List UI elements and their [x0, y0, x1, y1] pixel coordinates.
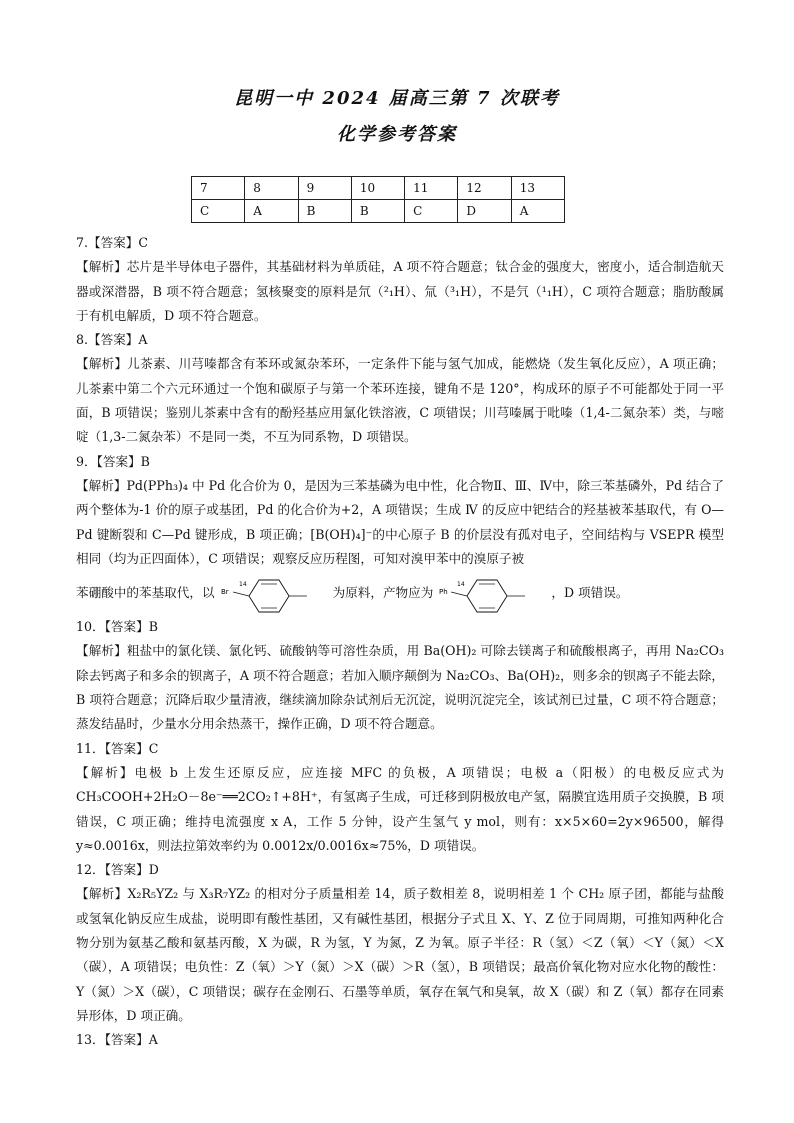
answer-cell: B [298, 200, 351, 223]
q9-analysis-text-c: 为原料，产物应为 [332, 585, 434, 601]
q13-answer: 13．【答案】A [76, 1032, 158, 1048]
isotope-label: 14 [238, 580, 247, 588]
q8-analysis: 【解析】儿茶素、川芎嗪都含有苯环或氮杂苯环，一定条件下能与氢气加成，能燃烧（发生氧化反应），A 项正确；儿茶素中第二个六元环通过一个饱和碳原子与第一个苯环连接，键角不是 120°，构成环的原子不可能都处于同一平面，B 项错误；鉴别儿茶素中含有的酚羟基应用氯化铁溶液，C 项错误；川芎嗪属于吡嗪（1,4-二氮杂苯）类，与嘧啶（1,3-二氮杂苯）不是同一类，不互为同系物，D 项错误。 [76, 356, 724, 445]
reactant-structure [219, 574, 329, 614]
question-number: 13 [511, 177, 564, 200]
answer-cell: A [245, 200, 298, 223]
benzene-ring-icon [467, 580, 507, 612]
q9-answer: 9．【答案】B [76, 453, 150, 469]
isotope-label: 14 [457, 580, 465, 588]
question-number: 12 [458, 177, 511, 200]
answer-table [191, 176, 565, 223]
answer-cell: C [192, 200, 245, 223]
answer-cell: C [405, 200, 458, 223]
table-row [192, 177, 565, 200]
benzene-ring-icon [249, 580, 289, 612]
question-number: 8 [245, 177, 298, 200]
answer-cell: B [351, 200, 404, 223]
q8-answer: 8.【答案】A [76, 332, 148, 348]
q9-analysis-structures [76, 571, 724, 615]
question-number: 10 [351, 177, 404, 200]
q11-analysis: 【解析】电极 b 上发生还原反应，应连接 MFC 的负极，A 项错误；电极 a（阳极）的电极反应式为 CH₃COOH+2H₂O－8e⁻══2CO₂↑+8H⁺，有氢离子生成，可迁移到阴极放电产氢，隔膜宜选用质子交换膜，B 项错误，C 项正确；维持电流强度 x A，工作 5 分钟，设产生氢气 y mol，则有：x×5×60=2y×96500，解得 y≈0.0016x，则法拉第效率约为 0.0012x/0.0016x≈75%，D 项错误。 [76, 764, 724, 853]
question-number: 7 [192, 177, 245, 200]
q10-answer: 10．【答案】B [76, 619, 158, 635]
q9-analysis-text-d: ，D 项错误。 [551, 585, 629, 601]
reactant-label: Br [220, 587, 229, 596]
q9-analysis-text-a: 【解析】Pd(PPh₃)₄ 中 Pd 化合价为 0，是因为三苯基磷为电中性，化合物Ⅱ、Ⅲ、Ⅳ中，除三苯基磷外，Pd 结合了两个整体为-1 价的原子或基团，Pd 的化合价为+2，A 项错误；生成 Ⅳ 的反应中钯结合的羟基被苯基取代，有 O—Pd 键断裂和 C—Pd 键形成，B 项正确；[B(OH)₄]⁻的中心原子 B 的价层没有孤对电子，空间结构与 VSEPR 模型相同（均为正四面体），C 项错误；观察反应历程图，可知对溴甲苯中的溴原子被 [76, 477, 724, 566]
q10-analysis: 【解析】粗盐中的氯化镁、氯化钙、硫酸钠等可溶性杂质，用 Ba(OH)₂ 可除去镁离子和硫酸根离子，再用 Na₂CO₃ 除去钙离子和多余的钡离子，A 项不符合题意；若加入顺序颠倒为 Na₂CO₃、Ba(OH)₂，则多余的钡离子不能去除，B 项符合题意；沉降后取少量清液，继续滴加除杂试剂后无沉淀，说明沉淀完全，该试剂已过量，C 项不符合题意；蒸发结晶时，少量水分用余热蒸干，操作正确，D 项不符合题意。 [76, 643, 724, 732]
answer-cell: D [458, 200, 511, 223]
product-structure [437, 574, 547, 614]
question-number: 9 [298, 177, 351, 200]
product-label: Ph [439, 587, 448, 596]
page-title: 昆明一中 2024 届高三第 7 次联考 [234, 88, 560, 109]
q11-answer: 11．【答案】C [76, 740, 159, 756]
q9-analysis [76, 474, 724, 571]
q9-analysis-text-b: 苯硼酸中的苯基取代，以 [76, 585, 215, 601]
q7-analysis: 【解析】芯片是半导体电子器件，其基础材料为单质硅，A 项不符合题意；钛合金的强度大，密度小，适合制造航天器或深潜器，B 项不符合题意；氢核聚变的原料是氘（²₁H）、氚（³₁H），不是氕（¹₁H），C 项符合题意；脂肪酸属于有机电解质，D 项不符合题意。 [76, 259, 724, 323]
answer-cell: A [511, 200, 564, 223]
q12-analysis: 【解析】X₂R₅YZ₂ 与 X₃R₇YZ₂ 的相对分子质量相差 14，质子数相差 8，说明相差 1 个 CH₂ 原子团，都能与盐酸或氢氧化钠反应生成盐，说明即有酸性基团，又有碱性基团，根据分子式且 X、Y、Z 位于同周期，可推知两种化合物分别为氨基乙酸和氨基丙酸，X 为碳，R 为氢，Y 为氮，Z 为氧。原子半径：R（氢）＜Z（氧）＜Y（氮）＜X（碳），A 项错误；电负性：Z（氧）＞Y（氮）＞X（碳）＞R（氢），B 项错误；最高价氧化物对应水化物的酸性：Y（氮）＞X（碳），C 项错误；碳存在金刚石、石墨等单质，氧存在氧气和臭氧，故 X（碳）和 Z（氧）都存在同素异形体，D 项正确。 [76, 886, 724, 1023]
table-row [192, 200, 565, 223]
q7-answer: 7.【答案】C [76, 235, 149, 250]
q12-answer: 12．【答案】D [76, 862, 159, 878]
answer-body [76, 231, 724, 1053]
question-number: 11 [405, 177, 458, 200]
page-subtitle: 化学参考答案 [337, 124, 457, 145]
